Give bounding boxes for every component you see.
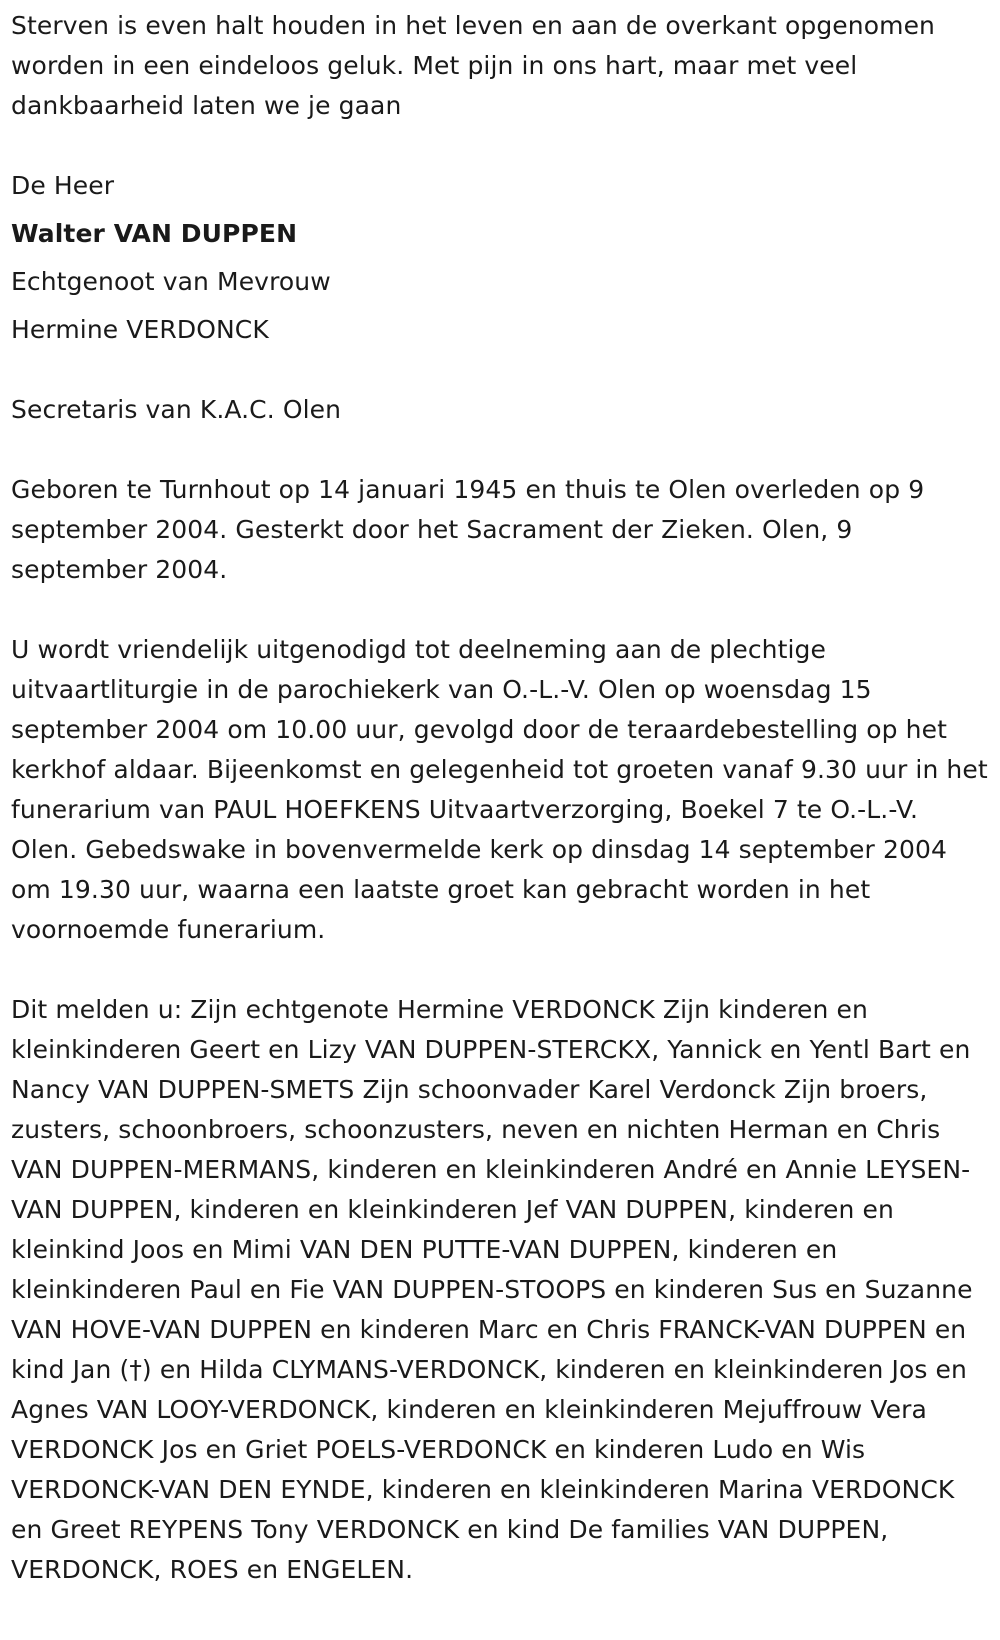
spouse-line-2: Hermine VERDONCK: [11, 315, 269, 344]
spacer: [11, 950, 990, 990]
birth-death-text: Geboren te Turnhout op 14 januari 1945 en thuis te Olen overleden op 9 september 2004. Gesterkt door het Sacrament der Zieken. Olen, 9 september 2004.: [11, 475, 925, 584]
spacer: [11, 350, 990, 390]
spouse-line-1: Echtgenoot van Mevrouw: [11, 267, 331, 296]
spacer: [11, 430, 990, 470]
honorific: De Heer: [11, 171, 115, 200]
role-text: Secretaris van K.A.C. Olen: [11, 395, 342, 424]
deceased-name: Walter VAN DUPPEN: [11, 219, 298, 248]
intro-text: Sterven is even halt houden in het leven en aan de overkant opgenomen worden in een eindeloos geluk. Met pijn in ons hart, maar met veel dankbaarheid laten we je gaan: [11, 11, 935, 120]
spacer: [11, 590, 990, 630]
ceremony-text: U wordt vriendelijk uitgenodigd tot deelneming aan de plechtige uitvaartliturgie in de parochiekerk van O.-L.-V. Olen op woensdag 15 september 2004 om 10.00 uur, gevolgd door de teraardebestelling op het kerkhof aldaar. Bijeenkomst en gelegenheid tot groeten vanaf 9.30 uur in het funerarium van PAUL HOEFKENS Uitvaartverzorging, Boekel 7 te O.-L.-V. Olen. Gebedswake in bovenvermelde kerk op dinsdag 14 september 2004 om 19.30 uur, waarna een laatste groet kan gebracht worden in het voornoemde funerarium.: [11, 635, 988, 944]
family-text: Dit melden u: Zijn echtgenote Hermine VERDONCK Zijn kinderen en kleinkinderen Geert en Lizy VAN DUPPEN-STERCKX, Yannick en Yentl Bart en Nancy VAN DUPPEN-SMETS Zijn schoonvader Karel Verdonck Zijn broers, zusters, schoonbroers, schoonzusters, neven en nichten Herman en Chris VAN DUPPEN-MERMANS, kinderen en kleinkinderen André en Annie LEYSEN-VAN DUPPEN, kinderen en kleinkinderen Jef VAN DUPPEN, kinderen en kleinkind Joos en Mimi VAN DEN PUTTE-VAN DUPPEN, kinderen en kleinkinderen Paul en Fie VAN DUPPEN-STOOPS en kinderen Sus en Suzanne VAN HOVE-VAN DUPPEN en kinderen Marc en Chris FRANCK-VAN DUPPEN en kind Jan (†) en Hilda CLYMANS-VERDONCK, kinderen en kleinkinderen Jos en Agnes VAN LOOY-VERDONCK, kinderen en kleinkinderen Mejuffrouw Vera VERDONCK Jos en Griet POELS-VERDONCK en kinderen Ludo en Wis VERDONCK-VAN DEN EYNDE, kinderen en kleinkinderen Marina VERDONCK en Greet REYPENS Tony VERDONCK en kind De families VAN DUPPEN, VERDONCK, ROES en ENGELEN.: [11, 995, 973, 1584]
spacer: [11, 126, 990, 166]
